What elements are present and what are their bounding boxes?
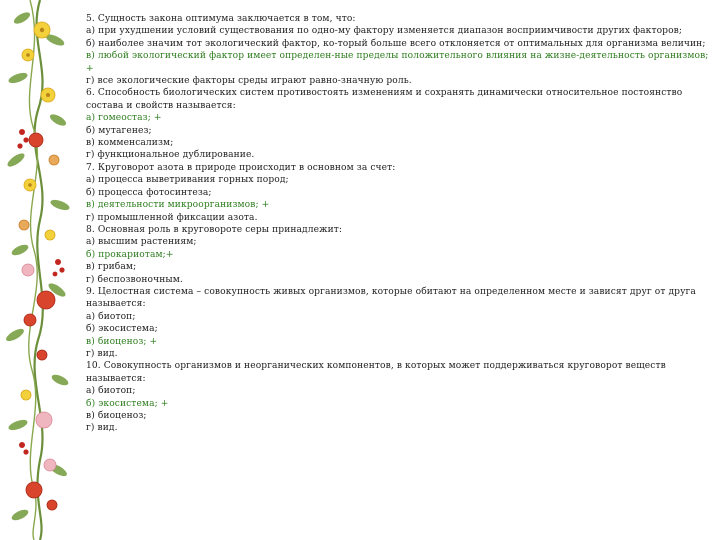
text-line: в) грибам; bbox=[86, 262, 137, 273]
text-line: 5. Сущность закона оптимума заключается в том, что: bbox=[86, 14, 356, 24]
text-line: г) вид. bbox=[86, 423, 118, 434]
text-line: г) промышленной фиксации азота. bbox=[86, 212, 258, 223]
text-line: 9. Целостная система – совокупность живых организмов, которые обитают на определенном месте и зависят друг от друга называется: bbox=[86, 286, 696, 310]
floral-border-decoration bbox=[0, 0, 82, 540]
text-line: 10. Совокупность организмов и неорганических компонентов, в которых может поддерживаться круговорот веществ называется: bbox=[86, 361, 666, 384]
text-line: г) функциональное дублирование. bbox=[86, 150, 255, 161]
correct-answer-line: в) биоценоз; + bbox=[86, 336, 158, 347]
text-line: г) вид. bbox=[86, 348, 118, 359]
text-line: 8. Основная роль в круговороте серы принадлежит: bbox=[86, 224, 343, 235]
correct-answer-line: в) деятельности микроорганизмов; + bbox=[86, 200, 270, 211]
text-line: а) биотоп; bbox=[86, 311, 136, 322]
text-line: а) биотоп; bbox=[86, 386, 136, 397]
text-line: б) экосистема; bbox=[86, 324, 158, 335]
correct-answer-line: в) любой экологический фактор имеет определен-ные пределы положительного влияния на жизне-деятельность организмов; + bbox=[86, 51, 709, 74]
text-line: в) комменсализм; bbox=[86, 138, 174, 149]
text-line: б) наиболее значим тот экологический фактор, ко-торый больше всего отклоняется от оптимальных для организма величин; bbox=[86, 38, 706, 49]
quiz-text bbox=[86, 13, 714, 435]
text-line: а) процесса выветривания горных пород; bbox=[86, 175, 289, 186]
text-line: б) мутагенез; bbox=[86, 125, 152, 136]
text-line: б) процесса фотосинтеза; bbox=[86, 187, 212, 198]
correct-answer-line: а) гомеостаз; + bbox=[86, 113, 162, 124]
correct-answer-line: б) прокариотам;+ bbox=[86, 249, 174, 260]
text-line: г) все экологические факторы среды играют равно-значную роль. bbox=[86, 76, 412, 87]
text-line: в) биоценоз; bbox=[86, 411, 147, 421]
text-line: 6. Способность биологических систем противостоять изменениям и сохранять динамически относительное постоянство состава и свойств называется: bbox=[86, 88, 683, 111]
text-line: а) при ухудшении условий существования по одно-му фактору изменяется диапазон восприимчивости других факторов; bbox=[86, 26, 683, 37]
text-line: 7. Круговорот азота в природе происходит в основном за счет: bbox=[86, 162, 396, 173]
text-line: а) высшим растениям; bbox=[86, 237, 197, 248]
text-line: г) беспозвоночным. bbox=[86, 274, 183, 285]
correct-answer-line: б) экосистема; + bbox=[86, 398, 169, 409]
